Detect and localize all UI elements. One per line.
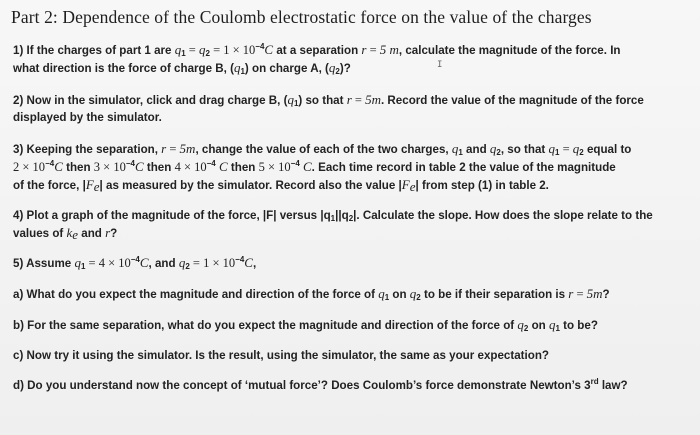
question-5b: b) For the same separation, what do you expect the magnitude and direction of the force of $q_2$ on $q_1$ to be? bbox=[13, 317, 598, 333]
question-1: 1) If the charges of part 1 are $q_1 = q_2 = 1 \times 10^{-4}C$ at a separation r = 5 m, calculate the magnitude of the force. In what direction is the force of charge B, $(q_1)$ on charge A, $(q_2)$? bbox=[13, 42, 621, 76]
question-2: 2) Now in the simulator, click and drag charge B, $(q_1)$ so that r = 5m. Record the value of the magnitude of the force displayed by the simulator. bbox=[13, 92, 644, 124]
text-cursor-icon: I bbox=[437, 60, 443, 70]
question-5a: a) What do you expect the magnitude and direction of the force of $q_1$ on $q_2$ to be if their separation is r = 5m? bbox=[13, 286, 610, 302]
question-5: 5) Assume $q_1 = 4 \times 10^{-4}C$, and $q_2 = 1 \times 10^{-4}C$, bbox=[13, 255, 257, 271]
question-5c: c) Now try it using the simulator. Is the result, using the simulator, the same as your expectation? bbox=[13, 349, 550, 362]
page-title: Part 2: Dependence of the Coulomb electrostatic force on the value of the charges bbox=[11, 7, 592, 27]
question-5d: d) Do you understand now the concept of ‘mutual force’? Does Coulomb’s force demonstrate Newton’s 3rd law? bbox=[13, 377, 628, 392]
question-4: 4) Plot a graph of the magnitude of the force, |F| versus $|q_1||q_2|$. Calculate the slope. How does the slope relate to the values of $k_e$ and r? bbox=[13, 209, 653, 242]
question-3: 3) Keeping the separation, r = 5m, change the value of each of the two charges, $q_1$ and $q_2$, so that $q_1 = q_2$ equal to $2 \times 10^{-4}C$ then $3 \times 10^{-4}C$ then $4 \times 10^{-4}$ C then $5 \times 10^{-4}$ C. Each time record in table 2 the value of the magnitude of the force, $|F_e|$ as measured by the simulator. Record also the value $|F_e|$ from step (1) in table 2. bbox=[13, 141, 632, 194]
